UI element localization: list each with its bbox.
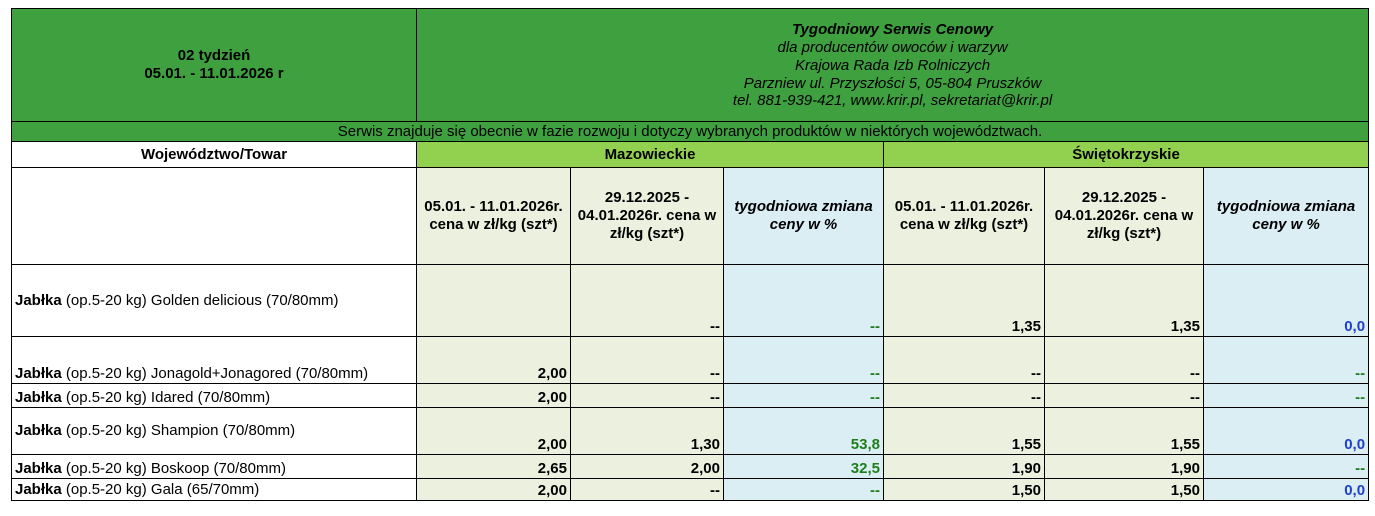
development-notice: Serwis znajduje się obecnie w fazie rozwoju i dotyczy wybranych produktów w niektórych województwach. xyxy=(12,122,1369,142)
price-previous-maz: 1,30 xyxy=(571,408,724,455)
product-name: Jabłka (op.5-20 kg) Golden delicious (70/80mm) xyxy=(12,265,417,337)
price-change-maz: -- xyxy=(724,265,884,337)
price-change-maz: 53,8 xyxy=(724,408,884,455)
week-range: 05.01. - 11.01.2026 r xyxy=(144,65,284,82)
product-name: Jabłka (op.5-20 kg) Shampion (70/80mm) xyxy=(12,408,417,455)
price-change-maz: -- xyxy=(724,337,884,384)
table-row xyxy=(12,455,1369,479)
week-info-cell xyxy=(12,9,417,122)
product-name: Jabłka (op.5-20 kg) Jonagold+Jonagored (70/80mm) xyxy=(12,337,417,384)
product-name: Jabłka (op.5-20 kg) Gala (65/70mm) xyxy=(12,479,417,501)
price-previous-maz: -- xyxy=(571,479,724,501)
price-change-swi: -- xyxy=(1204,337,1369,384)
organization-address: Parzniew ul. Przyszłości 5, 05-804 Pruszków xyxy=(743,75,1042,92)
product-name: Jabłka (op.5-20 kg) Idared (70/80mm) xyxy=(12,384,417,408)
organization-contact: tel. 881-939-421, www.krir.pl, sekretariat@krir.pl xyxy=(732,92,1053,109)
price-previous-maz: -- xyxy=(571,384,724,408)
price-change-swi: 0,0 xyxy=(1204,408,1369,455)
corner-label: Województwo/Towar xyxy=(12,142,417,168)
table-row xyxy=(12,479,1369,501)
price-change-maz: -- xyxy=(724,384,884,408)
service-info-cell xyxy=(417,9,1369,122)
table-row xyxy=(12,337,1369,384)
week-label: 02 tydzień xyxy=(177,47,251,64)
price-change-maz: 32,5 xyxy=(724,455,884,479)
price-current-maz: 2,00 xyxy=(417,337,571,384)
col-header-current-swi: 05.01. - 11.01.2026r. cena w zł/kg (szt*) xyxy=(884,168,1045,265)
table-row xyxy=(12,384,1369,408)
price-current-maz: 2,00 xyxy=(417,384,571,408)
price-current-swi: 1,50 xyxy=(884,479,1045,501)
col-header-change-maz: tygodniowa zmiana ceny w % xyxy=(724,168,884,265)
price-current-swi: 1,90 xyxy=(884,455,1045,479)
region-header-swietokrzyskie: Świętokrzyskie xyxy=(884,142,1369,168)
price-table xyxy=(11,8,1369,501)
price-change-maz: -- xyxy=(724,479,884,501)
col-header-previous-maz: 29.12.2025 - 04.01.2026r. cena w zł/kg (szt*) xyxy=(571,168,724,265)
price-current-swi: -- xyxy=(884,384,1045,408)
price-previous-maz: -- xyxy=(571,337,724,384)
service-title: Tygodniowy Serwis Cenowy xyxy=(791,21,994,38)
region-header-mazowieckie: Mazowieckie xyxy=(417,142,884,168)
price-current-maz: 2,65 xyxy=(417,455,571,479)
price-previous-swi: 1,90 xyxy=(1045,455,1204,479)
price-previous-swi: -- xyxy=(1045,337,1204,384)
price-change-swi: 0,0 xyxy=(1204,479,1369,501)
table-row xyxy=(12,265,1369,337)
col-header-current-maz: 05.01. - 11.01.2026r. cena w zł/kg (szt*) xyxy=(417,168,571,265)
service-subtitle: dla producentów owoców i warzyw xyxy=(777,39,1008,56)
price-previous-maz: -- xyxy=(571,265,724,337)
price-change-swi: -- xyxy=(1204,384,1369,408)
price-current-swi: -- xyxy=(884,337,1045,384)
price-current-swi: 1,35 xyxy=(884,265,1045,337)
price-previous-swi: 1,35 xyxy=(1045,265,1204,337)
col-header-previous-swi: 29.12.2025 - 04.01.2026r. cena w zł/kg (szt*) xyxy=(1045,168,1204,265)
product-name: Jabłka (op.5-20 kg) Boskoop (70/80mm) xyxy=(12,455,417,479)
organization-name: Krajowa Rada Izb Rolniczych xyxy=(794,57,991,74)
price-current-maz xyxy=(417,265,571,337)
table-row xyxy=(12,408,1369,455)
price-previous-swi: 1,50 xyxy=(1045,479,1204,501)
empty-header-cell xyxy=(12,168,417,265)
col-header-change-swi: tygodniowa zmiana ceny w % xyxy=(1204,168,1369,265)
price-current-swi: 1,55 xyxy=(884,408,1045,455)
price-previous-maz: 2,00 xyxy=(571,455,724,479)
price-previous-swi: -- xyxy=(1045,384,1204,408)
price-change-swi: -- xyxy=(1204,455,1369,479)
price-change-swi: 0,0 xyxy=(1204,265,1369,337)
price-current-maz: 2,00 xyxy=(417,479,571,501)
price-previous-swi: 1,55 xyxy=(1045,408,1204,455)
price-current-maz: 2,00 xyxy=(417,408,571,455)
